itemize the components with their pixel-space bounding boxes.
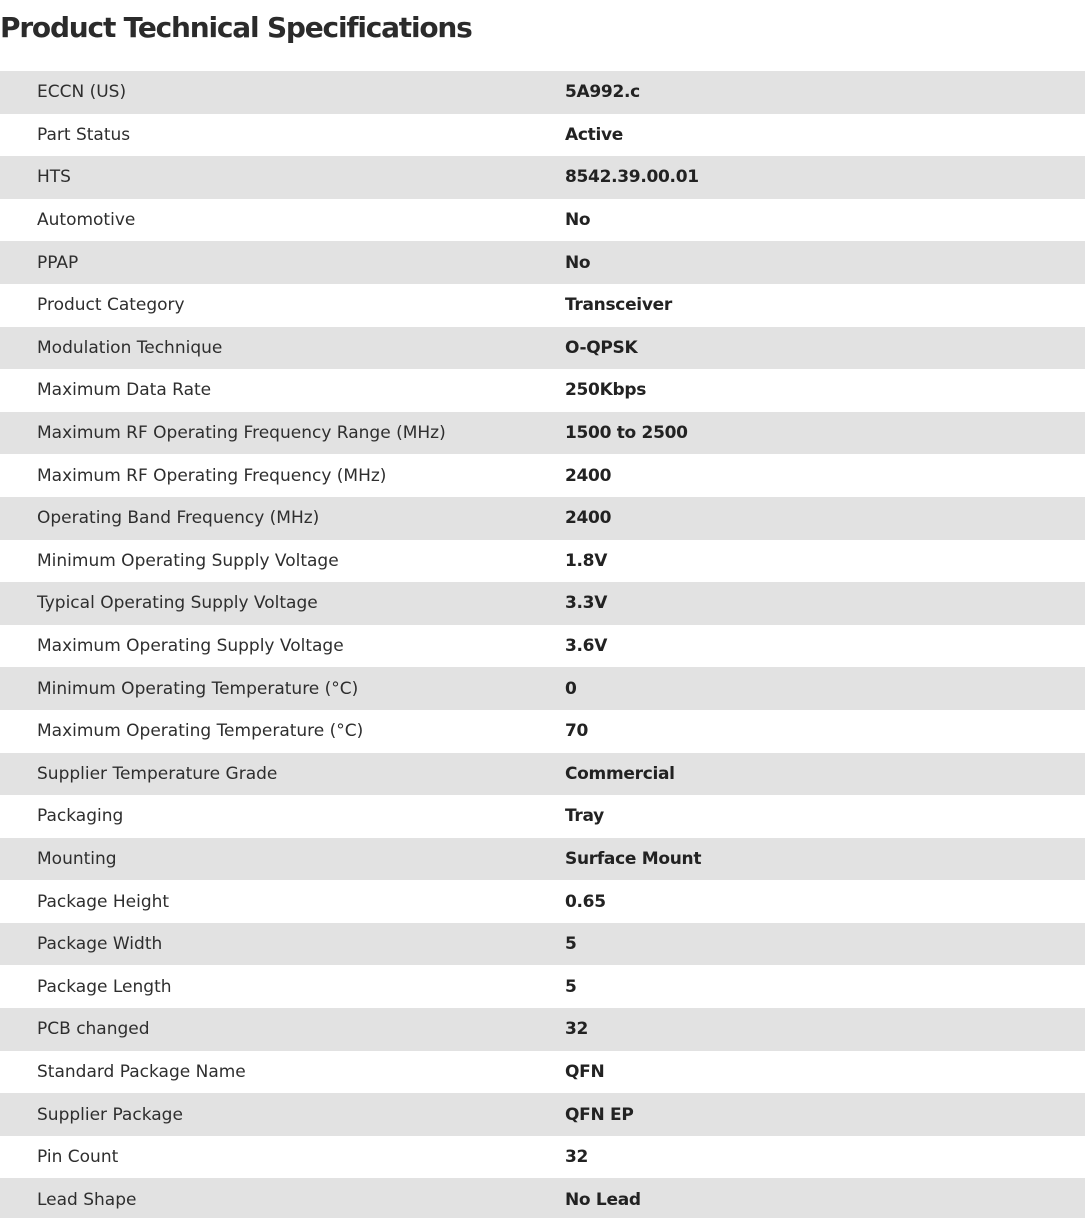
- spec-row: [0, 71, 1085, 114]
- spec-value: No: [565, 252, 591, 273]
- spec-value: No Lead: [565, 1189, 641, 1210]
- spec-row: [0, 625, 1085, 668]
- spec-name: Package Width: [37, 934, 163, 955]
- spec-row: [0, 1136, 1085, 1179]
- spec-value: 5: [565, 934, 577, 955]
- spec-value: 5: [565, 976, 577, 997]
- spec-row: [0, 710, 1085, 753]
- spec-value: Commercial: [565, 763, 675, 784]
- spec-name: Operating Band Frequency (MHz): [37, 508, 320, 529]
- spec-row: [0, 667, 1085, 710]
- spec-row: [0, 880, 1085, 923]
- spec-value: 8542.39.00.01: [565, 167, 699, 188]
- spec-name: Product Category: [37, 295, 185, 316]
- spec-name: Standard Package Name: [37, 1061, 246, 1082]
- spec-value: No: [565, 210, 591, 231]
- spec-row: [0, 838, 1085, 881]
- spec-value: 0: [565, 678, 577, 699]
- spec-row: [0, 497, 1085, 540]
- spec-value: 2400: [565, 508, 612, 529]
- spec-value: 3.3V: [565, 593, 608, 614]
- spec-value: QFN: [565, 1061, 605, 1082]
- spec-name: Maximum RF Operating Frequency Range (MHz): [37, 423, 446, 444]
- spec-row: [0, 156, 1085, 199]
- spec-name: Typical Operating Supply Voltage: [37, 593, 318, 614]
- spec-row: [0, 454, 1085, 497]
- spec-value: 1.8V: [565, 550, 608, 571]
- spec-name: Pin Count: [37, 1147, 119, 1168]
- spec-row: [0, 753, 1085, 796]
- spec-value: QFN EP: [565, 1104, 634, 1125]
- spec-row: [0, 199, 1085, 242]
- spec-name: Package Length: [37, 976, 172, 997]
- spec-name: Part Status: [37, 124, 131, 145]
- spec-value: 5A992.c: [565, 82, 640, 103]
- spec-value: 0.65: [565, 891, 606, 912]
- spec-row: [0, 284, 1085, 327]
- spec-name: Mounting: [37, 848, 117, 869]
- spec-row: [0, 965, 1085, 1008]
- spec-value: 3.6V: [565, 636, 608, 657]
- spec-name: Maximum Operating Supply Voltage: [37, 636, 344, 657]
- spec-row: [0, 582, 1085, 625]
- spec-name: PPAP: [37, 252, 79, 273]
- spec-row: [0, 327, 1085, 370]
- spec-value: Active: [565, 124, 623, 145]
- spec-row: [0, 1178, 1085, 1218]
- spec-value: Transceiver: [565, 295, 672, 316]
- spec-name: HTS: [37, 167, 71, 188]
- spec-name: Maximum RF Operating Frequency (MHz): [37, 465, 387, 486]
- spec-name: Maximum Data Rate: [37, 380, 212, 401]
- spec-row: [0, 540, 1085, 583]
- spec-value: 70: [565, 721, 589, 742]
- spec-value: Surface Mount: [565, 848, 702, 869]
- spec-row: [0, 1008, 1085, 1051]
- spec-row: [0, 1051, 1085, 1094]
- spec-row: [0, 795, 1085, 838]
- spec-row: [0, 369, 1085, 412]
- spec-name: Minimum Operating Temperature (°C): [37, 678, 359, 699]
- page-title: Product Technical Specifications: [0, 11, 472, 44]
- spec-row: [0, 923, 1085, 966]
- spec-name: Package Height: [37, 891, 170, 912]
- spec-table: [0, 71, 1085, 1218]
- spec-name: Minimum Operating Supply Voltage: [37, 550, 339, 571]
- spec-name: ECCN (US): [37, 82, 127, 103]
- spec-name: Supplier Package: [37, 1104, 183, 1125]
- spec-row: [0, 412, 1085, 455]
- spec-row: [0, 114, 1085, 157]
- spec-value: Tray: [565, 806, 604, 827]
- spec-name: PCB changed: [37, 1019, 150, 1040]
- spec-name: Packaging: [37, 806, 124, 827]
- spec-name: Maximum Operating Temperature (°C): [37, 721, 364, 742]
- spec-value: O-QPSK: [565, 337, 638, 358]
- spec-value: 32: [565, 1019, 589, 1040]
- spec-value: 32: [565, 1147, 589, 1168]
- spec-value: 1500 to 2500: [565, 423, 688, 444]
- spec-value: 250Kbps: [565, 380, 647, 401]
- spec-table-body: [0, 71, 1085, 1218]
- spec-name: Supplier Temperature Grade: [37, 763, 278, 784]
- spec-value: 2400: [565, 465, 612, 486]
- spec-row: [0, 1093, 1085, 1136]
- spec-row: [0, 241, 1085, 284]
- spec-name: Modulation Technique: [37, 337, 223, 358]
- spec-name: Lead Shape: [37, 1189, 137, 1210]
- spec-name: Automotive: [37, 210, 136, 231]
